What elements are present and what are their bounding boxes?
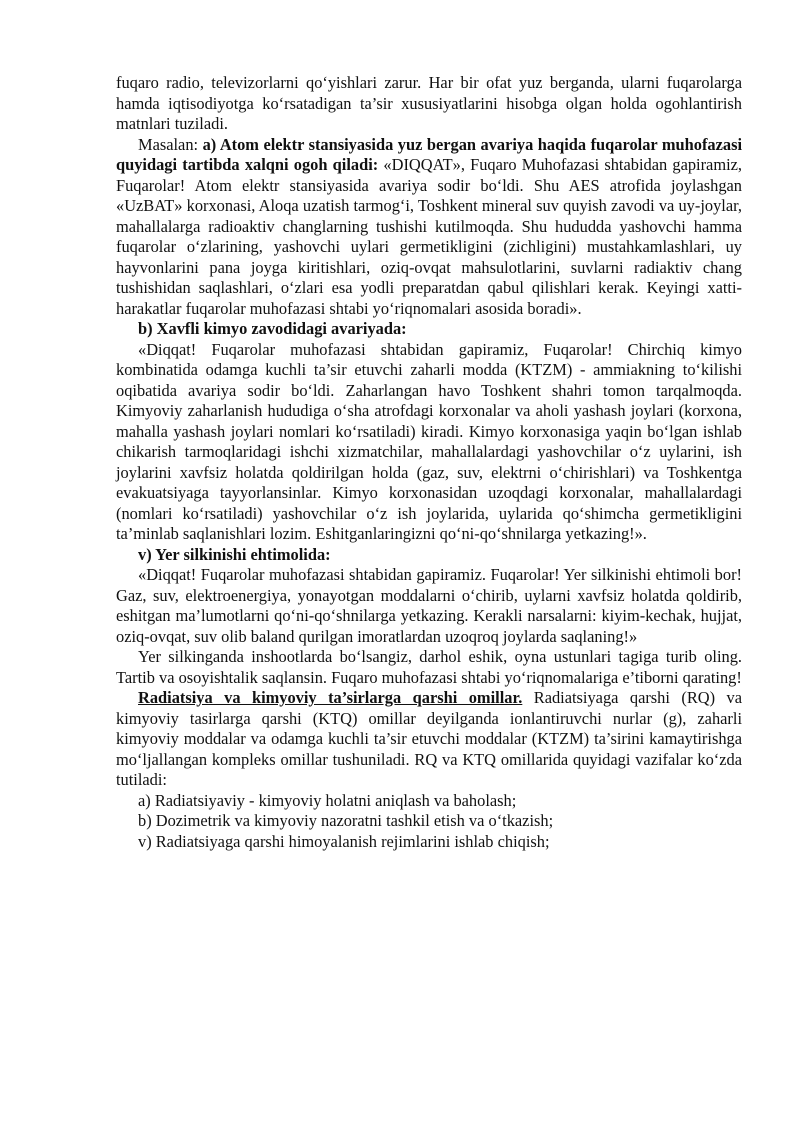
example-a-text: «DIQQAT», Fuqaro Muhofazasi shtabidan gapiramiz, Fuqarolar! Atom elektr stansiyasida avariya sodir bo‘ldi. Shu AES atrofida joylashgan «UzBAT» korxonasi, Aloqa uzatish tarmog‘i, Toshkent mineral suv quyish zavodi va uy-joylar, mahallalarga radioaktiv changlarning tushishi kutilmoqda. Shu hududda yashovchi hamma fuqarolar o‘zlarining, yashovchi uylari germetikligini (zichligini) mustahkamlashlari, uy hayvonlarini pana joyga kiritishlari, oziq-ovqat mahsulotlarini, suvlarni radiaktiv chang tushishidan saqlashlari, o‘zlari esa yodli preparatdan qabul qilishlari kerak. Keyingi xatti-harakatlar fuqarolar muhofazasi shtabi yo‘riqnomalari asosida boradi». bbox=[116, 155, 742, 318]
paragraph-factors bbox=[116, 688, 742, 791]
heading-example-b: b) Xavfli kimyo zavodidagi avariyada: bbox=[138, 319, 407, 338]
list-item: a) Radiatsiyaviy - kimyoviy holatni aniqlash va baholash; bbox=[138, 790, 517, 810]
paragraph-example-a bbox=[116, 135, 742, 320]
list-item: b) Dozimetrik va kimyoviy nazoratni tashkil etish va o‘tkazish; bbox=[138, 811, 554, 830]
paragraph-intro: fuqaro radio, televizorlarni qo‘yishlari zarur. Har bir ofat yuz berganda, ularni fuqarolarga hamda iqtisodiyotga ko‘rsatadigan ta’sir xususiyatlarini hisobga olgan holda ogohlantirish matnlari tuziladi. bbox=[116, 73, 742, 133]
heading-example-v: v) Yer silkinishi ehtimolida: bbox=[138, 544, 331, 564]
factors-text: Radiatsiyaga qarshi (RQ) va kimyoviy tasirlarga qarshi (KTQ) omillar deyilganda ionlantiruvchi nurlar (g), zaharli kimyoviy moddalar va odamga kuchli ta’sir etuvchi moddalar (KTZM) ta’sirini kamaytirishga mo‘ljallangan kompleks omillar tushuniladi. RQ va KTQ omillarida quyidagi vazifalar ko‘zda tutiladi: bbox=[116, 688, 742, 789]
document-page bbox=[116, 73, 742, 852]
factors-heading: Radiatsiya va kimyoviy ta’sirlarga qarshi omillar. bbox=[138, 688, 523, 707]
example-a-heading: a) Atom elektr stansiyasida yuz bergan avariya haqida fuqarolar muhofazasi quyidagi tartibda xalqni ogoh qiladi: bbox=[116, 134, 742, 174]
example-lead: Masalan: bbox=[138, 134, 203, 154]
paragraph-example-b: «Diqqat! Fuqarolar muhofazasi shtabidan gapiramiz, Fuqarolar! Chirchiq kimyo kombinatida odamga kuchli ta’sir etuvchi zaharli modda (KTZM) - ammiakning to‘kilishi oqibatida avariya sodir bo‘ldi. Zaharlangan havo Toshkent shahri tomon tarqalmoqda. Kimyoviy zaharlanish hududiga o‘sha atrofdagi korxonalar va aholi yashash joylari (korxona, mahalla yashash joylari nomlari ko‘rsatiladi) kiradi. Kimyo korxonasiga yaqin bo‘lgan ishlab chikarish tarmoqlaridagi ishchi xizmatchilar, mahallalardagi yashovchilar o‘z uylarini, ish joylarini xavfsiz holatda qoldirilgan holda (gaz, suv, elektrni o‘chirishlari) va Toshkentga evakuatsiyaga tayyorlansinlar. Kimyo korxonasidan uzoqdagi korxonalar, mahallalardagi (nomlari ko‘rsatiladi) yashovchilar o‘z ish joylarida, uylarida qo‘shimcha germetikligini ta’minlab saqlanishlari lozim. Eshitganlaringizni qo‘ni-qo‘shnilarga yetkazing!». bbox=[116, 339, 742, 543]
paragraph-example-v: «Diqqat! Fuqarolar muhofazasi shtabidan gapiramiz. Fuqarolar! Yer silkinishi ehtimoli bor! Gaz, suv, elektroenergiya, yonayotgan moddalarni o‘chirib, uylarni xavfsiz holatda qoldirib, eshitgan ma’lumotlarni qo‘ni-qo‘shnilarga yetkazing. Kerakli narsalarni: kiyim-kechak, hujjat, oziq-ovqat, suv olib baland qurilgan imoratlardan uzoqroq joylarda saqlaning!» bbox=[116, 565, 742, 646]
list-item: v) Radiatsiyaga qarshi himoyalanish rejimlarini ishlab chiqish; bbox=[138, 831, 550, 851]
paragraph-earthquake-advice: Yer silkinganda inshootlarda bo‘lsangiz, darhol eshik, oyna ustunlari tagiga turib oling. Tartib va osoyishtalik saqlansin. Fuqaro muhofazasi shtabi yo‘riqnomalariga e’tiborni qarating! bbox=[116, 647, 742, 687]
